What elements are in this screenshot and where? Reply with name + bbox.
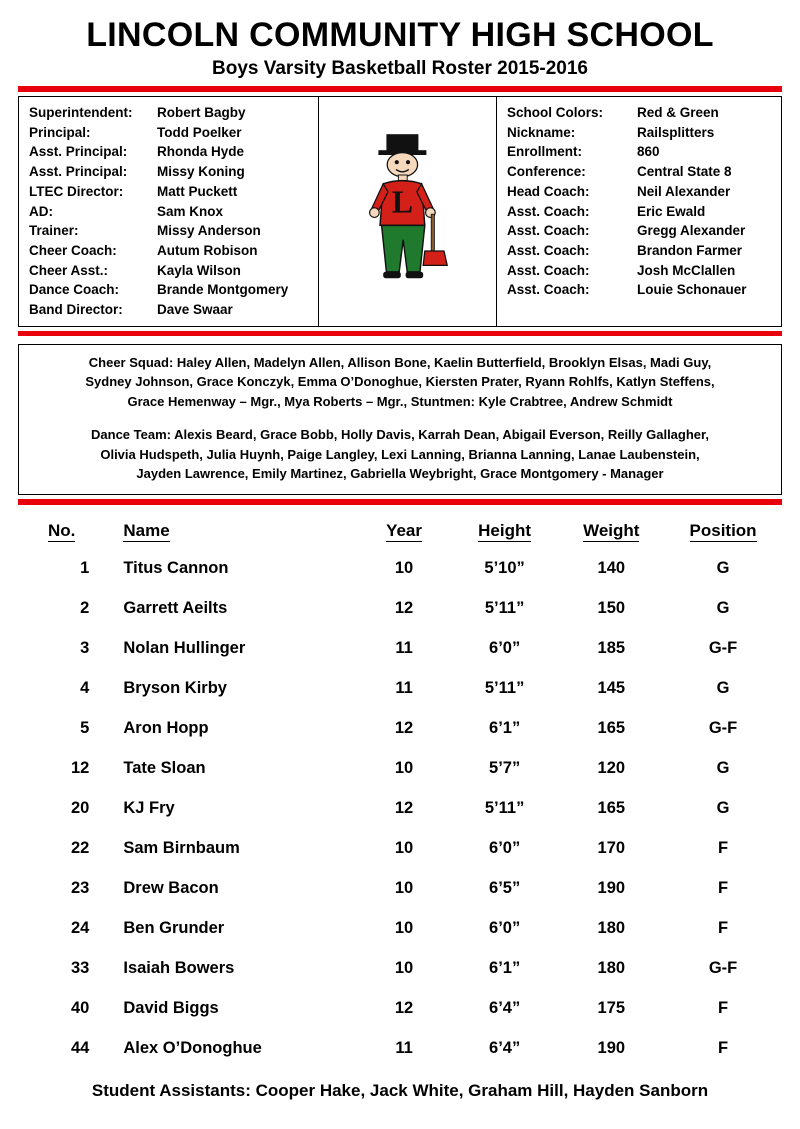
roster-table	[18, 515, 782, 1069]
column-header-no: No.	[47, 520, 76, 540]
staff-row-value: Brande Montgomery	[157, 282, 289, 298]
player-year: 12	[394, 799, 414, 818]
player-height: 6’0”	[489, 639, 521, 658]
table-row	[18, 869, 782, 909]
school-info-row-label: Asst. Coach:	[507, 243, 590, 258]
school-info-row	[507, 202, 773, 222]
staff-row	[29, 123, 310, 143]
table-row	[18, 1029, 782, 1069]
player-year: 10	[394, 879, 414, 898]
staff-row-label: Asst. Principal:	[29, 164, 128, 180]
player-number: 12	[71, 759, 90, 778]
school-info-row-label: Head Coach:	[507, 183, 590, 199]
player-weight: 190	[597, 1039, 626, 1058]
school-info-row	[507, 280, 773, 300]
player-height: 5’10”	[484, 559, 525, 578]
mascot-cell	[319, 97, 497, 326]
staff-row-label: AD:	[29, 203, 53, 219]
school-info-row	[507, 182, 773, 202]
player-name: David Biggs	[123, 999, 219, 1018]
school-info-row-value: Railsplitters	[637, 124, 715, 140]
column-header-name: Name	[123, 520, 170, 540]
staff-row-label: Cheer Asst.:	[29, 262, 109, 278]
staff-row-label: Asst. Principal:	[29, 144, 128, 160]
table-row	[18, 949, 782, 989]
school-title: LINCOLN COMMUNITY HIGH SCHOOL	[86, 16, 714, 54]
player-weight: 180	[597, 919, 626, 938]
player-name: Sam Birnbaum	[123, 839, 240, 858]
player-height: 5’7”	[489, 759, 521, 778]
school-info-row-label: Conference:	[507, 164, 586, 180]
player-position: G	[716, 679, 730, 698]
dance-team-line: Dance Team: Alexis Beard, Grace Bobb, Holly Davis, Karrah Dean, Abigail Everson, Reilly Gallagher,	[91, 427, 709, 443]
player-year: 10	[394, 919, 414, 938]
player-height: 5’11”	[484, 679, 525, 698]
school-info-column	[497, 97, 781, 326]
railsplitter-mascot-icon	[364, 131, 452, 291]
player-number: 23	[71, 879, 90, 898]
table-row	[18, 589, 782, 629]
divider-mid	[18, 331, 782, 336]
staff-row-value: Todd Poelker	[157, 124, 242, 140]
player-year: 11	[395, 679, 413, 698]
player-weight: 175	[597, 999, 626, 1018]
cheer-squad-line: Sydney Johnson, Grace Konczyk, Emma O’Donoghue, Kiersten Prater, Ryann Rohlfs, Katlyn Steffens,	[85, 374, 715, 390]
staff-row-label: Cheer Coach:	[29, 243, 117, 258]
player-number: 2	[80, 599, 90, 618]
table-row	[18, 549, 782, 589]
player-position: F	[718, 839, 729, 858]
staff-row-label: Band Director:	[29, 302, 123, 318]
staff-row-value: Matt Puckett	[157, 183, 238, 199]
player-height: 5’11”	[484, 599, 525, 618]
player-number: 20	[71, 799, 90, 818]
player-name: Alex O’Donoghue	[123, 1039, 262, 1058]
player-position: G	[716, 559, 730, 578]
player-height: 6’1”	[489, 719, 521, 738]
school-info-row	[507, 103, 773, 123]
player-year: 10	[394, 959, 414, 978]
dance-team-block	[31, 425, 769, 484]
staff-row-value: Missy Koning	[157, 164, 245, 180]
school-info-row-value: Eric Ewald	[637, 203, 706, 219]
school-info-row	[507, 261, 773, 281]
table-row	[18, 669, 782, 709]
player-position: F	[718, 1039, 729, 1058]
staff-row-value: Dave Swaar	[157, 302, 233, 318]
school-info-row-value: Neil Alexander	[637, 183, 731, 199]
table-row	[18, 789, 782, 829]
player-year: 12	[394, 719, 414, 738]
player-position: F	[718, 999, 729, 1018]
staff-row-value: Autum Robison	[157, 243, 258, 258]
divider-top	[18, 86, 782, 92]
school-info-row-label: Asst. Coach:	[507, 262, 590, 278]
player-number: 24	[71, 919, 90, 938]
player-year: 10	[394, 839, 414, 858]
player-position: G-F	[708, 719, 738, 738]
roster-subtitle: Boys Varsity Basketball Roster 2015-2016	[212, 58, 588, 80]
column-header-height: Height	[478, 520, 532, 540]
player-weight: 165	[597, 719, 626, 738]
table-row	[18, 709, 782, 749]
dance-team-line: Olivia Hudspeth, Julia Huynh, Paige Langley, Lexi Lanning, Brianna Lanning, Lanae Laubenstein,	[100, 446, 700, 462]
school-info-row	[507, 123, 773, 143]
school-info-row	[507, 221, 773, 241]
player-weight: 140	[597, 559, 626, 578]
column-header-year: Year	[386, 520, 422, 540]
player-height: 6’0”	[489, 919, 521, 938]
school-info-row-label: Asst. Coach:	[507, 282, 590, 298]
column-header-position: Position	[689, 520, 757, 540]
staff-row-label: Superintendent:	[29, 105, 133, 121]
table-row	[18, 749, 782, 789]
player-number: 5	[80, 719, 90, 738]
player-number: 3	[80, 639, 90, 658]
school-info-row-label: Asst. Coach:	[507, 223, 590, 239]
table-row	[18, 829, 782, 869]
player-weight: 150	[597, 599, 626, 618]
staff-row-label: Trainer:	[29, 223, 79, 239]
staff-row	[29, 202, 310, 222]
player-name: Aron Hopp	[123, 719, 209, 738]
player-position: F	[718, 879, 729, 898]
table-row	[18, 629, 782, 669]
player-year: 12	[394, 599, 414, 618]
player-weight: 185	[597, 639, 626, 658]
school-info-row	[507, 142, 773, 162]
staff-row	[29, 221, 310, 241]
school-info-row-value: Gregg Alexander	[637, 223, 746, 239]
staff-row-value: Robert Bagby	[157, 105, 246, 121]
staff-row-value: Rhonda Hyde	[157, 144, 245, 160]
player-height: 6’0”	[489, 839, 521, 858]
player-number: 40	[71, 999, 90, 1018]
player-height: 6’1”	[489, 959, 521, 978]
player-number: 1	[80, 559, 90, 578]
school-info-row-label: Nickname:	[507, 124, 576, 140]
school-info-row-label: School Colors:	[507, 105, 604, 121]
player-position: G	[716, 799, 730, 818]
staff-row-value: Missy Anderson	[157, 223, 261, 239]
cheer-squad-block	[31, 353, 769, 412]
player-name: Isaiah Bowers	[123, 959, 235, 978]
school-info-row-label: Enrollment:	[507, 144, 583, 160]
staff-row-label: Dance Coach:	[29, 282, 120, 298]
player-height: 6’5”	[489, 879, 521, 898]
player-weight: 165	[597, 799, 626, 818]
table-row	[18, 909, 782, 949]
player-weight: 120	[597, 759, 626, 778]
cheer-squad-line: Grace Hemenway – Mgr., Mya Roberts – Mgr., Stuntmen: Kyle Crabtree, Andrew Schmidt	[127, 393, 673, 409]
staff-row	[29, 280, 310, 300]
staff-row-label: LTEC Director:	[29, 183, 124, 199]
player-year: 12	[394, 999, 414, 1018]
school-info-row-value: Josh McClallen	[637, 262, 736, 278]
school-info-row	[507, 241, 773, 261]
staff-row	[29, 261, 310, 281]
squads-panel	[18, 344, 782, 495]
table-row	[18, 989, 782, 1029]
column-header-weight: Weight	[583, 520, 640, 540]
player-name: Garrett Aeilts	[123, 599, 228, 618]
divider-roster	[18, 499, 782, 505]
player-position: G-F	[708, 959, 738, 978]
player-position: G	[716, 759, 730, 778]
staff-row-label: Principal:	[29, 124, 91, 140]
player-weight: 190	[597, 879, 626, 898]
player-name: Tate Sloan	[123, 759, 206, 778]
player-year: 11	[395, 639, 413, 658]
school-info-row-label: Asst. Coach:	[507, 203, 590, 219]
school-info-row-value: Brandon Farmer	[637, 243, 743, 258]
player-number: 22	[71, 839, 90, 858]
student-assistants: Student Assistants: Cooper Hake, Jack White, Graham Hill, Hayden Sanborn	[91, 1080, 709, 1100]
player-weight: 170	[597, 839, 626, 858]
staff-row	[29, 241, 310, 261]
staff-row	[29, 162, 310, 182]
school-info-row	[507, 162, 773, 182]
player-weight: 145	[597, 679, 626, 698]
player-number: 44	[71, 1039, 90, 1058]
player-name: KJ Fry	[123, 799, 175, 818]
cheer-squad-line: Cheer Squad: Haley Allen, Madelyn Allen, Allison Bone, Kaelin Butterfield, Brooklyn Elsas, Madi Guy,	[88, 354, 712, 370]
staff-column	[19, 97, 319, 326]
school-info-row-value: Red & Green	[637, 105, 719, 121]
player-name: Bryson Kirby	[123, 679, 227, 698]
school-info-row-value: Central State 8	[637, 164, 732, 180]
svg-text:L: L	[391, 184, 413, 221]
player-number: 33	[71, 959, 90, 978]
roster-header-row	[18, 515, 782, 549]
dance-team-line: Jayden Lawrence, Emily Martinez, Gabriella Weybright, Grace Montgomery - Manager	[136, 466, 664, 482]
player-height: 5’11”	[484, 799, 525, 818]
player-height: 6’4”	[489, 999, 521, 1018]
school-info-row-value: Louie Schonauer	[637, 282, 747, 298]
player-year: 10	[394, 559, 414, 578]
player-position: G	[716, 599, 730, 618]
player-weight: 180	[597, 959, 626, 978]
school-info-row-value: 860	[637, 144, 660, 160]
player-name: Ben Grunder	[123, 919, 225, 938]
player-year: 11	[395, 1039, 413, 1058]
player-year: 10	[394, 759, 414, 778]
staff-row-value: Kayla Wilson	[157, 262, 241, 278]
staff-row-value: Sam Knox	[157, 203, 224, 219]
staff-row	[29, 182, 310, 202]
staff-row	[29, 142, 310, 162]
player-name: Nolan Hullinger	[123, 639, 246, 658]
player-number: 4	[80, 679, 90, 698]
player-position: F	[718, 919, 729, 938]
player-height: 6’4”	[489, 1039, 521, 1058]
staff-row	[29, 300, 310, 320]
staff-row	[29, 103, 310, 123]
player-name: Drew Bacon	[123, 879, 219, 898]
player-position: G-F	[708, 639, 738, 658]
info-panel	[18, 96, 782, 327]
player-name: Titus Cannon	[123, 559, 229, 578]
